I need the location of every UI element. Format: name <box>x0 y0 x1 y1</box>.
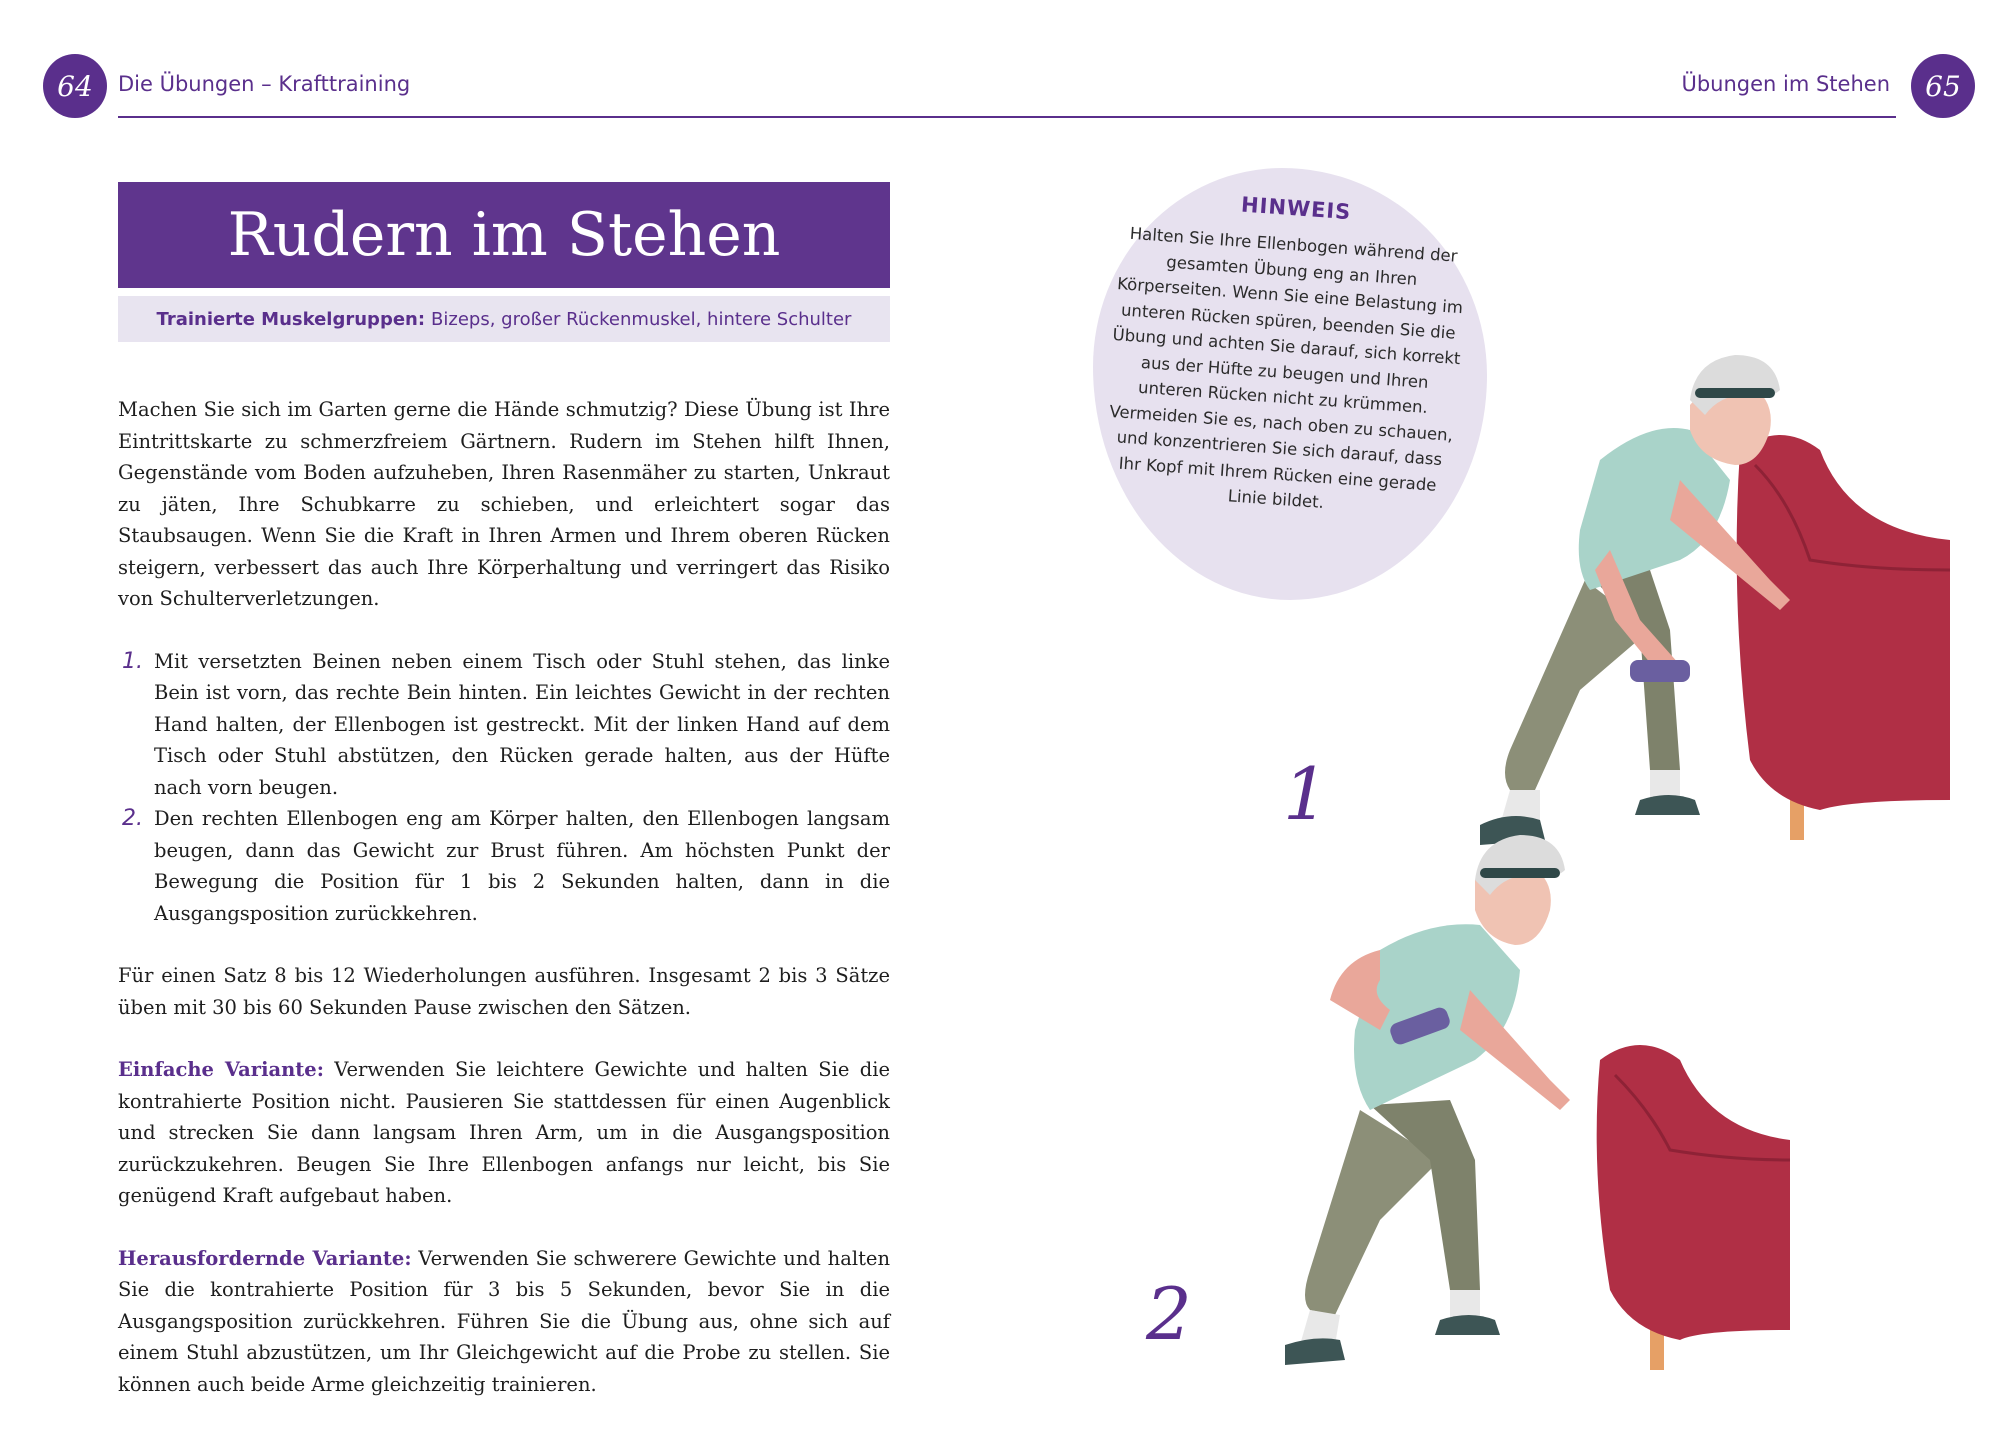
easy-variant-text: Verwenden Sie leichtere Gewichte und halten Sie die kontrahierte Position nicht. Pausieren Sie stattdessen für einen Augenblick und strecken Sie dann langsam Ihren Arm, um in die Ausgangsposition zurückzukehren. Beugen Sie Ihre Ellenbogen anfangs nur leicht, bis Sie genügend Kraft aufgebaut haben. <box>118 1058 890 1207</box>
exercise-title: Rudern im Stehen <box>118 182 890 288</box>
easy-variant <box>118 1054 890 1212</box>
step-item <box>118 646 890 804</box>
step-number: 2. <box>122 806 143 831</box>
step-text: Den rechten Ellenbogen eng am Körper halten, den Ellenbogen langsam beugen, dann das Gewicht zur Brust führen. Am höchsten Punkt der Bewegung die Position für 1 bis 2 Sekunden halten, dann in die Ausgangsposition zurückkehren. <box>154 807 890 925</box>
hard-variant <box>118 1243 890 1401</box>
easy-variant-label: Einfache Variante: <box>118 1058 324 1081</box>
step-item <box>118 803 890 929</box>
person-figure <box>1285 835 1570 1365</box>
muscle-groups-list: Bizeps, großer Rückenmuskel, hintere Schulter <box>431 308 852 330</box>
step-text: Mit versetzten Beinen neben einem Tisch oder Stuhl stehen, das linke Bein ist vorn, das rechte Bein hinten. Ein leichtes Gewicht in der rechten Hand halten, der Ellenbogen ist gestreckt. Mit der linken Hand auf dem Tisch oder Stuhl abstützen, den Rücken gerade halten, aus der Hüfte nach vorn beugen. <box>154 649 890 799</box>
hard-variant-label: Herausfordernde Variante: <box>118 1246 412 1270</box>
figure-label-1: 1 <box>1283 752 1329 836</box>
muscle-groups-label: Trainierte Muskelgruppen: <box>156 308 426 330</box>
exercise-illustration-1 <box>1350 300 1950 860</box>
running-head-left: Die Übungen – Krafttraining <box>118 72 411 96</box>
figure-label-2: 2 <box>1146 1272 1192 1356</box>
hint-title: HINWEIS <box>1240 192 1353 225</box>
reps-paragraph: Für einen Satz 8 bis 12 Wiederholungen ausführen. Insgesamt 2 bis 3 Sätze üben mit 30 bis 60 Sekunden Pause zwischen den Sätzen. <box>118 964 890 1019</box>
body-text <box>118 394 890 1431</box>
muscle-groups <box>118 296 890 342</box>
step-list <box>118 646 890 930</box>
intro-paragraph: Machen Sie sich im Garten gerne die Hände schmutzig? Diese Übung ist Ihre Eintrittskarte zu schmerzfreiem Gärtnern. Rudern im Stehen hilft Ihnen, Gegenstände vom Boden aufzuheben, Ihren Rasenmäher zu starten, Unkraut zu jäten, Ihre Schubkarre zu schieben, und erleichtert sogar das Staubsaugen. Wenn Sie die Kraft in Ihren Armen und Ihrem oberen Rücken steigern, verbessert das auch Ihre Körperhaltung und verringert das Risiko von Schulterverletzungen. <box>118 398 890 610</box>
armchair <box>1597 1045 1790 1370</box>
header-rule <box>118 116 1896 118</box>
step-number: 1. <box>122 648 143 674</box>
hard-variant-text: Verwenden Sie schwerere Gewichte und halten Sie die kontrahierte Position für 3 bis 5 Sekunden, bevor Sie in die Ausgangsposition zurückkehren. Führen Sie die Übung aus, ohne sich auf einem Stuhl abzustützen, um Ihr Gleichgewicht auf die Probe zu stellen. Sie können auch beide Arme gleichzeitig trainieren. <box>118 1246 891 1396</box>
exercise-illustration-2 <box>1230 830 1830 1390</box>
page-number-left: 64 <box>43 54 107 118</box>
armchair <box>1737 435 1950 840</box>
hint-text: Halten Sie Ihre Ellenbogen während der gesamten Übung eng an Ihren Körperseiten. Wenn Sie eine Belastung im unteren Rücken spüren, beenden Sie die Übung und achten Sie darauf, sich korrekt aus der Hüfte zu beugen und Ihren unteren Rücken nicht zu krümmen. Vermeiden Sie es, nach oben zu schauen, und konzentrieren Sie sich darauf, dass Ihr Kopf mit Ihrem Rücken eine gerade Linie bildet. <box>1108 223 1464 512</box>
running-head-right: Übungen im Stehen <box>1681 72 1890 96</box>
page-number-right: 65 <box>1911 54 1975 118</box>
